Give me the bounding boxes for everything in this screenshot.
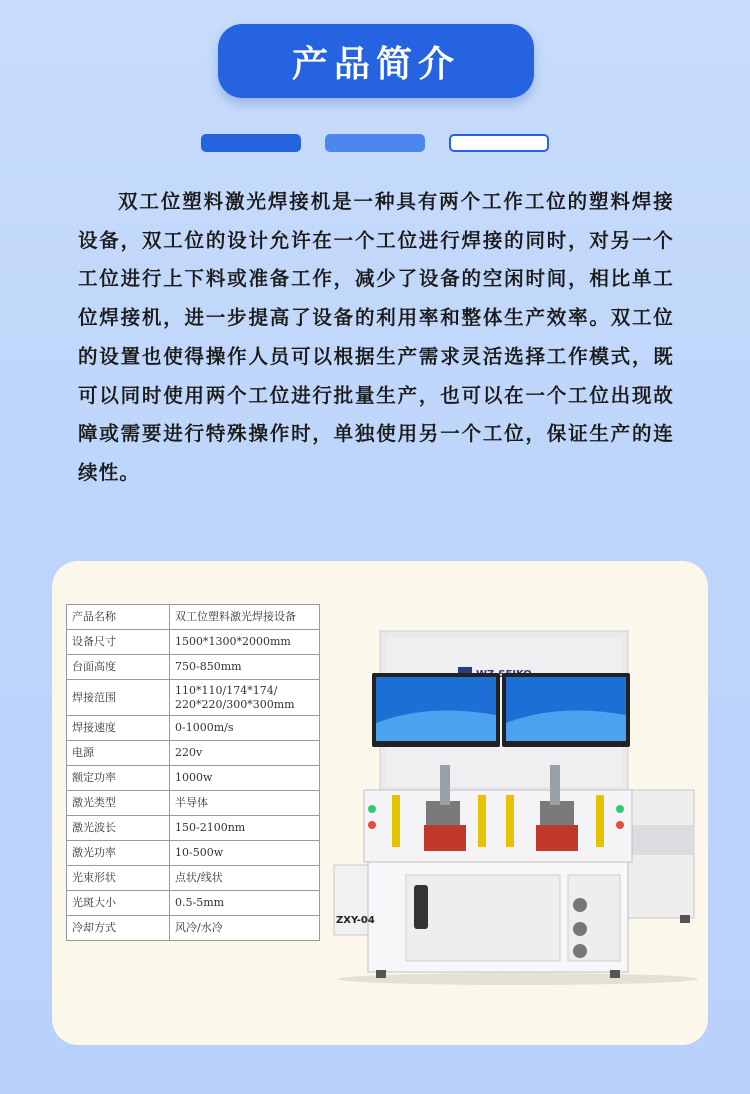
spec-row — [67, 605, 320, 630]
spec-row — [67, 791, 320, 816]
spec-value: 半导体 — [170, 791, 320, 816]
spec-key: 激光波长 — [67, 816, 170, 841]
spec-row — [67, 816, 320, 841]
spec-row — [67, 680, 320, 716]
title-banner — [218, 24, 534, 98]
spec-key: 台面高度 — [67, 655, 170, 680]
spec-row — [67, 655, 320, 680]
spec-row — [67, 916, 320, 941]
spec-key: 冷却方式 — [67, 916, 170, 941]
spec-key: 光斑大小 — [67, 891, 170, 916]
spec-value: 双工位塑料激光焊接设备 — [170, 605, 320, 630]
spec-key: 激光类型 — [67, 791, 170, 816]
spec-key: 激光功率 — [67, 841, 170, 866]
decor-bar-dark — [201, 134, 301, 152]
spec-key: 光束形状 — [67, 866, 170, 891]
spec-row — [67, 741, 320, 766]
spec-key: 焊接范围 — [67, 680, 170, 716]
page-title: 产品简介 — [291, 43, 460, 85]
spec-value: 110*110/174*174/ 220*220/300*300mm — [170, 680, 320, 716]
spec-row — [67, 866, 320, 891]
spec-row — [67, 630, 320, 655]
spec-key: 设备尺寸 — [67, 630, 170, 655]
spec-row — [67, 766, 320, 791]
spec-key: 额定功率 — [67, 766, 170, 791]
spec-row — [67, 716, 320, 741]
decor-bar-outline — [449, 134, 549, 152]
machine-image — [328, 625, 700, 985]
spec-value: 点状/线状 — [170, 866, 320, 891]
spec-value: 风冷/水冷 — [170, 916, 320, 941]
spec-key: 焊接速度 — [67, 716, 170, 741]
spec-value: 220v — [170, 741, 320, 766]
spec-value: 0-1000m/s — [170, 716, 320, 741]
spec-value: 150-2100nm — [170, 816, 320, 841]
spec-key: 电源 — [67, 741, 170, 766]
spec-value: 10-500w — [170, 841, 320, 866]
spec-value: 1000w — [170, 766, 320, 791]
spec-row — [67, 841, 320, 866]
spec-table — [66, 604, 320, 941]
spec-value: 0.5-5mm — [170, 891, 320, 916]
intro-paragraph: 双工位塑料激光焊接机是一种具有两个工作工位的塑料焊接设备，双工位的设计允许在一个工位进行焊接的同时，对另一个工位进行上下料或准备工作，减少了设备的空闲时间，相比单工位焊接机，进一步提高了设备的利用率和整体生产效率。双工位的设置也使得操作人员可以根据生产需求灵活选择工作模式，既可以同时使用两个工位进行批量生产，也可以在一个工位出现故障或需要进行特殊操作时，单独使用另一个工位，保证生产的连续性。 — [78, 190, 674, 484]
model-label: ZXY-04 — [336, 915, 375, 926]
decor-bar-medium — [325, 134, 425, 152]
spec-value: 1500*1300*2000mm — [170, 630, 320, 655]
spec-value: 750-850mm — [170, 655, 320, 680]
spec-row — [67, 891, 320, 916]
spec-key: 产品名称 — [67, 605, 170, 630]
